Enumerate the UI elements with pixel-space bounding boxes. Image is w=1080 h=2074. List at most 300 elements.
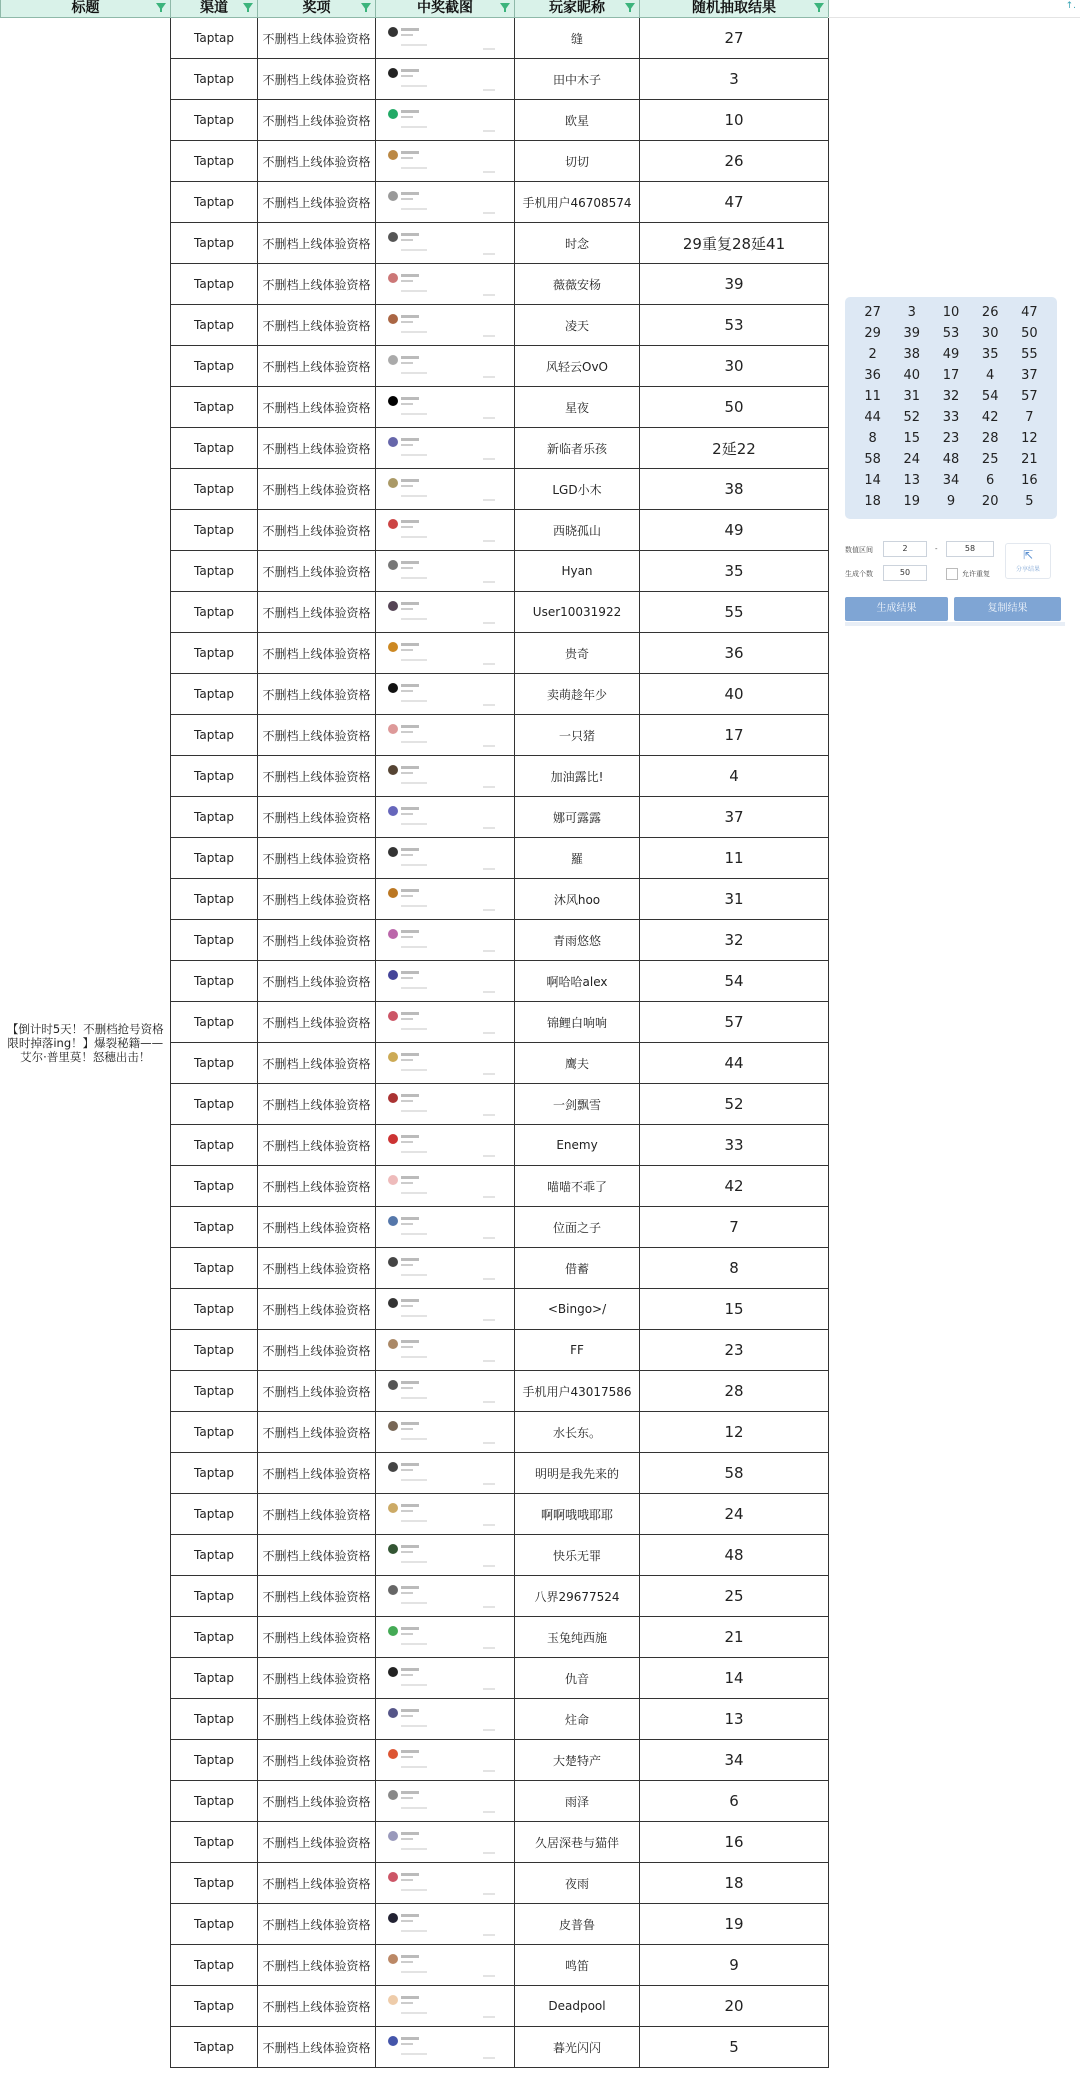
result-cell: 21 bbox=[640, 1617, 829, 1658]
prize-cell: 不删档上线体验资格 bbox=[258, 1166, 376, 1207]
header-row bbox=[1, 0, 829, 18]
drawn-number: 9 bbox=[946, 494, 956, 509]
drawn-number: 40 bbox=[903, 368, 921, 383]
winning-screenshot[interactable] bbox=[385, 676, 505, 712]
range-separator: - bbox=[935, 545, 938, 553]
screenshot-cell[interactable] bbox=[376, 1453, 515, 1494]
channel-cell: Taptap bbox=[171, 141, 258, 182]
drawn-number: 25 bbox=[981, 452, 999, 467]
winning-screenshot[interactable] bbox=[385, 389, 505, 425]
result-cell: 29重复28延41 bbox=[640, 223, 829, 264]
channel-cell: Taptap bbox=[171, 1166, 258, 1207]
screenshot-cell[interactable] bbox=[376, 592, 515, 633]
screenshot-cell[interactable] bbox=[376, 1576, 515, 1617]
screenshot-cell[interactable] bbox=[376, 1904, 515, 1945]
result-cell: 26 bbox=[640, 141, 829, 182]
nickname-cell: 欧星 bbox=[515, 100, 640, 141]
avatar bbox=[388, 314, 398, 324]
result-cell: 17 bbox=[640, 715, 829, 756]
result-cell: 44 bbox=[640, 1043, 829, 1084]
screenshot-cell[interactable] bbox=[376, 223, 515, 264]
result-cell: 12 bbox=[640, 1412, 829, 1453]
winning-screenshot[interactable] bbox=[385, 225, 505, 261]
screenshot-cell[interactable] bbox=[376, 756, 515, 797]
screenshot-cell[interactable] bbox=[376, 387, 515, 428]
avatar bbox=[388, 970, 398, 980]
drawn-number: 6 bbox=[986, 473, 995, 488]
prize-cell: 不删档上线体验资格 bbox=[258, 838, 376, 879]
channel-cell: Taptap bbox=[171, 633, 258, 674]
prize-cell: 不删档上线体验资格 bbox=[258, 1617, 376, 1658]
nickname-cell: 沐风hoo bbox=[515, 879, 640, 920]
header-screenshot: 中奖截图 bbox=[376, 0, 515, 18]
screenshot-cell[interactable] bbox=[376, 1658, 515, 1699]
winning-screenshot[interactable] bbox=[385, 1865, 505, 1901]
drawn-number: 39 bbox=[903, 326, 921, 341]
nickname-cell: 缝 bbox=[515, 18, 640, 59]
winning-screenshot[interactable] bbox=[385, 922, 505, 958]
screenshot-cell[interactable] bbox=[376, 633, 515, 674]
result-cell: 19 bbox=[640, 1904, 829, 1945]
screenshot-cell[interactable] bbox=[376, 100, 515, 141]
drawn-number: 24 bbox=[903, 452, 921, 467]
avatar bbox=[388, 1954, 398, 1964]
drawn-numbers-grid bbox=[853, 303, 1049, 511]
winning-screenshot[interactable] bbox=[385, 143, 505, 179]
channel-cell: Taptap bbox=[171, 715, 258, 756]
drawn-number: 34 bbox=[942, 473, 960, 488]
share-result-label: 分享结果 bbox=[1015, 566, 1040, 573]
nickname-cell: 八界29677524 bbox=[515, 1576, 640, 1617]
winning-screenshot[interactable] bbox=[385, 471, 505, 507]
drawn-number: 18 bbox=[864, 494, 881, 509]
result-cell: 4 bbox=[640, 756, 829, 797]
winning-screenshot[interactable] bbox=[385, 1373, 505, 1409]
drawn-number: 48 bbox=[942, 452, 960, 467]
drawn-number: 19 bbox=[903, 494, 921, 509]
nickname-cell: 手机用户43017586 bbox=[515, 1371, 640, 1412]
nickname-cell: 鸣笛 bbox=[515, 1945, 640, 1986]
filter-icon[interactable] bbox=[243, 3, 253, 10]
result-cell: 16 bbox=[640, 1822, 829, 1863]
channel-cell: Taptap bbox=[171, 1002, 258, 1043]
result-cell: 30 bbox=[640, 346, 829, 387]
result-cell: 32 bbox=[640, 920, 829, 961]
winning-screenshot[interactable] bbox=[385, 2029, 505, 2065]
channel-cell: Taptap bbox=[171, 838, 258, 879]
filter-icon[interactable] bbox=[814, 3, 824, 10]
drawn-number: 30 bbox=[981, 326, 999, 341]
result-cell: 34 bbox=[640, 1740, 829, 1781]
nickname-cell: 水长东。 bbox=[515, 1412, 640, 1453]
winning-screenshot[interactable] bbox=[385, 307, 505, 343]
nickname-cell: 炷命 bbox=[515, 1699, 640, 1740]
nickname-cell: 一只猪 bbox=[515, 715, 640, 756]
drawn-number: 7 bbox=[1025, 410, 1034, 425]
channel-cell: Taptap bbox=[171, 1084, 258, 1125]
channel-cell: Taptap bbox=[171, 1494, 258, 1535]
winning-screenshot[interactable] bbox=[385, 1086, 505, 1122]
winning-screenshot[interactable] bbox=[385, 635, 505, 671]
winning-screenshot[interactable] bbox=[385, 1783, 505, 1819]
drawn-number: 4 bbox=[986, 368, 995, 383]
avatar bbox=[388, 27, 398, 37]
avatar bbox=[388, 1298, 398, 1308]
winning-screenshot[interactable] bbox=[385, 1578, 505, 1614]
drawn-number: 47 bbox=[1021, 305, 1038, 320]
result-cell: 31 bbox=[640, 879, 829, 920]
winning-screenshot[interactable] bbox=[385, 881, 505, 917]
winning-screenshot[interactable] bbox=[385, 1045, 505, 1081]
winning-screenshot[interactable] bbox=[385, 1660, 505, 1696]
prize-cell: 不删档上线体验资格 bbox=[258, 1453, 376, 1494]
drawn-number: 17 bbox=[942, 368, 960, 383]
prize-cell: 不删档上线体验资格 bbox=[258, 1904, 376, 1945]
range-max-input[interactable]: 58 bbox=[946, 541, 994, 557]
winning-screenshot[interactable] bbox=[385, 758, 505, 794]
share-result-button[interactable] bbox=[1005, 543, 1051, 579]
channel-cell: Taptap bbox=[171, 674, 258, 715]
drawn-number: 53 bbox=[942, 326, 960, 341]
channel-cell: Taptap bbox=[171, 469, 258, 510]
screenshot-cell[interactable] bbox=[376, 1330, 515, 1371]
drawn-number: 10 bbox=[942, 305, 960, 320]
screenshot-cell[interactable] bbox=[376, 551, 515, 592]
screenshot-cell[interactable] bbox=[376, 920, 515, 961]
screenshot-cell[interactable] bbox=[376, 879, 515, 920]
drawn-number: 8 bbox=[868, 431, 877, 446]
avatar bbox=[388, 1708, 398, 1718]
avatar bbox=[388, 150, 398, 160]
winning-screenshot[interactable] bbox=[385, 1250, 505, 1286]
nickname-cell: 新临者乐孩 bbox=[515, 428, 640, 469]
drawn-number: 26 bbox=[981, 305, 999, 320]
screenshot-cell[interactable] bbox=[376, 797, 515, 838]
screenshot-cell[interactable] bbox=[376, 1494, 515, 1535]
nickname-cell: 羅 bbox=[515, 838, 640, 879]
winning-screenshot[interactable] bbox=[385, 594, 505, 630]
channel-cell: Taptap bbox=[171, 1125, 258, 1166]
channel-cell: Taptap bbox=[171, 2027, 258, 2068]
result-cell: 23 bbox=[640, 1330, 829, 1371]
range-min-input[interactable]: 2 bbox=[883, 541, 927, 557]
screenshot-cell[interactable] bbox=[376, 1125, 515, 1166]
avatar bbox=[388, 478, 398, 488]
screenshot-cell[interactable] bbox=[376, 1617, 515, 1658]
winning-screenshot[interactable] bbox=[385, 184, 505, 220]
channel-cell: Taptap bbox=[171, 264, 258, 305]
drawn-number: 2 bbox=[868, 347, 877, 362]
nickname-cell: 久居深巷与猫伴 bbox=[515, 1822, 640, 1863]
channel-cell: Taptap bbox=[171, 428, 258, 469]
drawn-number: 23 bbox=[942, 431, 960, 446]
count-input[interactable]: 50 bbox=[883, 565, 927, 581]
winning-screenshot[interactable] bbox=[385, 102, 505, 138]
screenshot-cell[interactable] bbox=[376, 1781, 515, 1822]
avatar bbox=[388, 1667, 398, 1677]
avatar bbox=[388, 1913, 398, 1923]
result-cell: 58 bbox=[640, 1453, 829, 1494]
winning-screenshot[interactable] bbox=[385, 717, 505, 753]
nickname-cell: 一剑飘雪 bbox=[515, 1084, 640, 1125]
nickname-cell: 青雨悠悠 bbox=[515, 920, 640, 961]
drawn-number: 20 bbox=[981, 494, 999, 509]
nickname-cell: 玉兔纯西施 bbox=[515, 1617, 640, 1658]
nickname-cell: 明明是我先来的 bbox=[515, 1453, 640, 1494]
channel-cell: Taptap bbox=[171, 592, 258, 633]
nickname-cell: 田中木子 bbox=[515, 59, 640, 100]
screenshot-cell[interactable] bbox=[376, 59, 515, 100]
nickname-cell: LGD小木 bbox=[515, 469, 640, 510]
result-cell: 38 bbox=[640, 469, 829, 510]
nickname-cell: 星夜 bbox=[515, 387, 640, 428]
range-label: 数值区间 bbox=[845, 546, 873, 554]
result-cell: 47 bbox=[640, 182, 829, 223]
drawn-number: 13 bbox=[903, 473, 921, 488]
divider bbox=[828, 17, 1080, 18]
nickname-cell: 西晓孤山 bbox=[515, 510, 640, 551]
winning-screenshot[interactable] bbox=[385, 1496, 505, 1532]
screenshot-cell[interactable] bbox=[376, 141, 515, 182]
prize-cell: 不删档上线体验资格 bbox=[258, 387, 376, 428]
prize-cell: 不删档上线体验资格 bbox=[258, 1658, 376, 1699]
prize-cell: 不删档上线体验资格 bbox=[258, 756, 376, 797]
allow-repeat-checkbox[interactable] bbox=[946, 568, 958, 580]
channel-cell: Taptap bbox=[171, 510, 258, 551]
result-cell: 54 bbox=[640, 961, 829, 1002]
screenshot-cell[interactable] bbox=[376, 1166, 515, 1207]
winning-screenshot[interactable] bbox=[385, 1209, 505, 1245]
avatar bbox=[388, 1175, 398, 1185]
prize-cell: 不删档上线体验资格 bbox=[258, 1986, 376, 2027]
avatar bbox=[388, 765, 398, 775]
filter-icon[interactable] bbox=[625, 3, 635, 10]
drawn-number: 44 bbox=[864, 410, 881, 425]
winning-screenshot[interactable] bbox=[385, 1127, 505, 1163]
prize-cell: 不删档上线体验资格 bbox=[258, 1125, 376, 1166]
channel-cell: Taptap bbox=[171, 1617, 258, 1658]
screenshot-cell[interactable] bbox=[376, 838, 515, 879]
copy-result-button[interactable]: 复制结果 bbox=[954, 597, 1061, 621]
screenshot-cell[interactable] bbox=[376, 2027, 515, 2068]
avatar bbox=[388, 1462, 398, 1472]
winning-screenshot[interactable] bbox=[385, 553, 505, 589]
filter-icon[interactable] bbox=[500, 3, 510, 10]
nickname-cell: User10031922 bbox=[515, 592, 640, 633]
screenshot-cell[interactable] bbox=[376, 264, 515, 305]
screenshot-cell[interactable] bbox=[376, 1207, 515, 1248]
prize-cell: 不删档上线体验资格 bbox=[258, 1043, 376, 1084]
winning-screenshot[interactable] bbox=[385, 799, 505, 835]
result-cell: 36 bbox=[640, 633, 829, 674]
screenshot-cell[interactable] bbox=[376, 1248, 515, 1289]
prize-cell: 不删档上线体验资格 bbox=[258, 592, 376, 633]
winning-screenshot[interactable] bbox=[385, 348, 505, 384]
winning-screenshot[interactable] bbox=[385, 1947, 505, 1983]
result-cell: 48 bbox=[640, 1535, 829, 1576]
avatar bbox=[388, 683, 398, 693]
avatar bbox=[388, 1421, 398, 1431]
avatar bbox=[388, 847, 398, 857]
result-cell: 35 bbox=[640, 551, 829, 592]
avatar bbox=[388, 355, 398, 365]
nickname-cell: Deadpool bbox=[515, 1986, 640, 2027]
screenshot-cell[interactable] bbox=[376, 1043, 515, 1084]
avatar bbox=[388, 273, 398, 283]
prize-cell: 不删档上线体验资格 bbox=[258, 264, 376, 305]
screenshot-cell[interactable] bbox=[376, 1945, 515, 1986]
header-result: 随机抽取结果 bbox=[640, 0, 829, 18]
winning-screenshot[interactable] bbox=[385, 840, 505, 876]
winning-screenshot[interactable] bbox=[385, 1332, 505, 1368]
nickname-cell: 夜雨 bbox=[515, 1863, 640, 1904]
prize-cell: 不删档上线体验资格 bbox=[258, 1412, 376, 1453]
result-cell: 39 bbox=[640, 264, 829, 305]
channel-cell: Taptap bbox=[171, 1248, 258, 1289]
screenshot-cell[interactable] bbox=[376, 1002, 515, 1043]
screenshot-cell[interactable] bbox=[376, 428, 515, 469]
prize-cell: 不删档上线体验资格 bbox=[258, 1699, 376, 1740]
result-cell: 5 bbox=[640, 2027, 829, 2068]
winning-screenshot[interactable] bbox=[385, 1988, 505, 2024]
winning-screenshot[interactable] bbox=[385, 963, 505, 999]
nickname-cell: 风轻云OvO bbox=[515, 346, 640, 387]
winning-screenshot[interactable] bbox=[385, 61, 505, 97]
prize-cell: 不删档上线体验资格 bbox=[258, 1289, 376, 1330]
nickname-cell: Enemy bbox=[515, 1125, 640, 1166]
nickname-cell: 贵奇 bbox=[515, 633, 640, 674]
screenshot-cell[interactable] bbox=[376, 1371, 515, 1412]
screenshot-cell[interactable] bbox=[376, 1740, 515, 1781]
result-cell: 3 bbox=[640, 59, 829, 100]
drawn-number: 21 bbox=[1021, 452, 1038, 467]
prize-cell: 不删档上线体验资格 bbox=[258, 1494, 376, 1535]
drawn-number: 55 bbox=[1021, 347, 1038, 362]
screenshot-cell[interactable] bbox=[376, 1822, 515, 1863]
drawn-number: 37 bbox=[1021, 368, 1038, 383]
screenshot-cell[interactable] bbox=[376, 1699, 515, 1740]
avatar bbox=[388, 1749, 398, 1759]
winning-screenshot[interactable] bbox=[385, 1414, 505, 1450]
nickname-cell: 皮普鲁 bbox=[515, 1904, 640, 1945]
nickname-cell: 娜可露露 bbox=[515, 797, 640, 838]
screenshot-cell[interactable] bbox=[376, 469, 515, 510]
channel-cell: Taptap bbox=[171, 223, 258, 264]
screenshot-cell[interactable] bbox=[376, 1535, 515, 1576]
winning-screenshot[interactable] bbox=[385, 1742, 505, 1778]
winning-screenshot[interactable] bbox=[385, 266, 505, 302]
winning-screenshot[interactable] bbox=[385, 512, 505, 548]
winning-screenshot[interactable] bbox=[385, 1537, 505, 1573]
filter-icon[interactable] bbox=[156, 3, 166, 10]
channel-cell: Taptap bbox=[171, 100, 258, 141]
winning-screenshot[interactable] bbox=[385, 1455, 505, 1491]
prize-cell: 不删档上线体验资格 bbox=[258, 551, 376, 592]
winning-screenshot[interactable] bbox=[385, 1701, 505, 1737]
screenshot-cell[interactable] bbox=[376, 18, 515, 59]
winning-screenshot[interactable] bbox=[385, 20, 505, 56]
avatar bbox=[388, 1872, 398, 1882]
drawn-number: 35 bbox=[981, 347, 999, 362]
screenshot-cell[interactable] bbox=[376, 1084, 515, 1125]
nickname-cell: 锦鲤白响响 bbox=[515, 1002, 640, 1043]
prize-cell: 不删档上线体验资格 bbox=[258, 18, 376, 59]
prize-cell: 不删档上线体验资格 bbox=[258, 223, 376, 264]
nickname-cell: 大楚特产 bbox=[515, 1740, 640, 1781]
screenshot-cell[interactable] bbox=[376, 510, 515, 551]
generate-result-button[interactable]: 生成结果 bbox=[845, 597, 948, 621]
avatar bbox=[388, 1995, 398, 2005]
winning-screenshot[interactable] bbox=[385, 430, 505, 466]
avatar bbox=[388, 560, 398, 570]
channel-cell: Taptap bbox=[171, 1207, 258, 1248]
avatar bbox=[388, 1052, 398, 1062]
avatar bbox=[388, 191, 398, 201]
screenshot-cell[interactable] bbox=[376, 1986, 515, 2027]
channel-cell: Taptap bbox=[171, 346, 258, 387]
winning-screenshot[interactable] bbox=[385, 1291, 505, 1327]
winning-screenshot[interactable] bbox=[385, 1619, 505, 1655]
screenshot-cell[interactable] bbox=[376, 1289, 515, 1330]
avatar bbox=[388, 1380, 398, 1390]
prize-cell: 不删档上线体验资格 bbox=[258, 182, 376, 223]
result-cell: 50 bbox=[640, 387, 829, 428]
avatar bbox=[388, 1790, 398, 1800]
result-cell: 27 bbox=[640, 18, 829, 59]
nickname-cell: <Bingo>/ bbox=[515, 1289, 640, 1330]
filter-icon[interactable] bbox=[361, 3, 371, 10]
winning-screenshot[interactable] bbox=[385, 1906, 505, 1942]
channel-cell: Taptap bbox=[171, 756, 258, 797]
avatar bbox=[388, 1257, 398, 1267]
screenshot-cell[interactable] bbox=[376, 305, 515, 346]
result-cell: 13 bbox=[640, 1699, 829, 1740]
channel-cell: Taptap bbox=[171, 1535, 258, 1576]
nickname-cell: 啊哈哈alex bbox=[515, 961, 640, 1002]
channel-cell: Taptap bbox=[171, 1740, 258, 1781]
channel-cell: Taptap bbox=[171, 18, 258, 59]
avatar bbox=[388, 806, 398, 816]
nickname-cell: 借蓄 bbox=[515, 1248, 640, 1289]
drawn-number: 3 bbox=[907, 305, 916, 320]
screenshot-cell[interactable] bbox=[376, 961, 515, 1002]
channel-cell: Taptap bbox=[171, 1330, 258, 1371]
screenshot-cell[interactable] bbox=[376, 346, 515, 387]
winning-screenshot[interactable] bbox=[385, 1004, 505, 1040]
avatar bbox=[388, 109, 398, 119]
avatar bbox=[388, 1503, 398, 1513]
screenshot-cell[interactable] bbox=[376, 1863, 515, 1904]
drawn-number: 12 bbox=[1021, 431, 1038, 446]
avatar bbox=[388, 888, 398, 898]
nickname-cell: 啊啊哦哦耶耶 bbox=[515, 1494, 640, 1535]
screenshot-cell[interactable] bbox=[376, 182, 515, 223]
result-cell: 15 bbox=[640, 1289, 829, 1330]
random-number-panel bbox=[845, 297, 1057, 519]
screenshot-cell[interactable] bbox=[376, 674, 515, 715]
result-cell: 52 bbox=[640, 1084, 829, 1125]
screenshot-cell[interactable] bbox=[376, 715, 515, 756]
winning-screenshot[interactable] bbox=[385, 1168, 505, 1204]
drawn-number: 33 bbox=[942, 410, 960, 425]
screenshot-cell[interactable] bbox=[376, 1412, 515, 1453]
avatar bbox=[388, 642, 398, 652]
sheet-corner-icon[interactable]: ↑. bbox=[1065, 1, 1076, 11]
avatar bbox=[388, 724, 398, 734]
winning-screenshot[interactable] bbox=[385, 1824, 505, 1860]
channel-cell: Taptap bbox=[171, 59, 258, 100]
channel-cell: Taptap bbox=[171, 1289, 258, 1330]
